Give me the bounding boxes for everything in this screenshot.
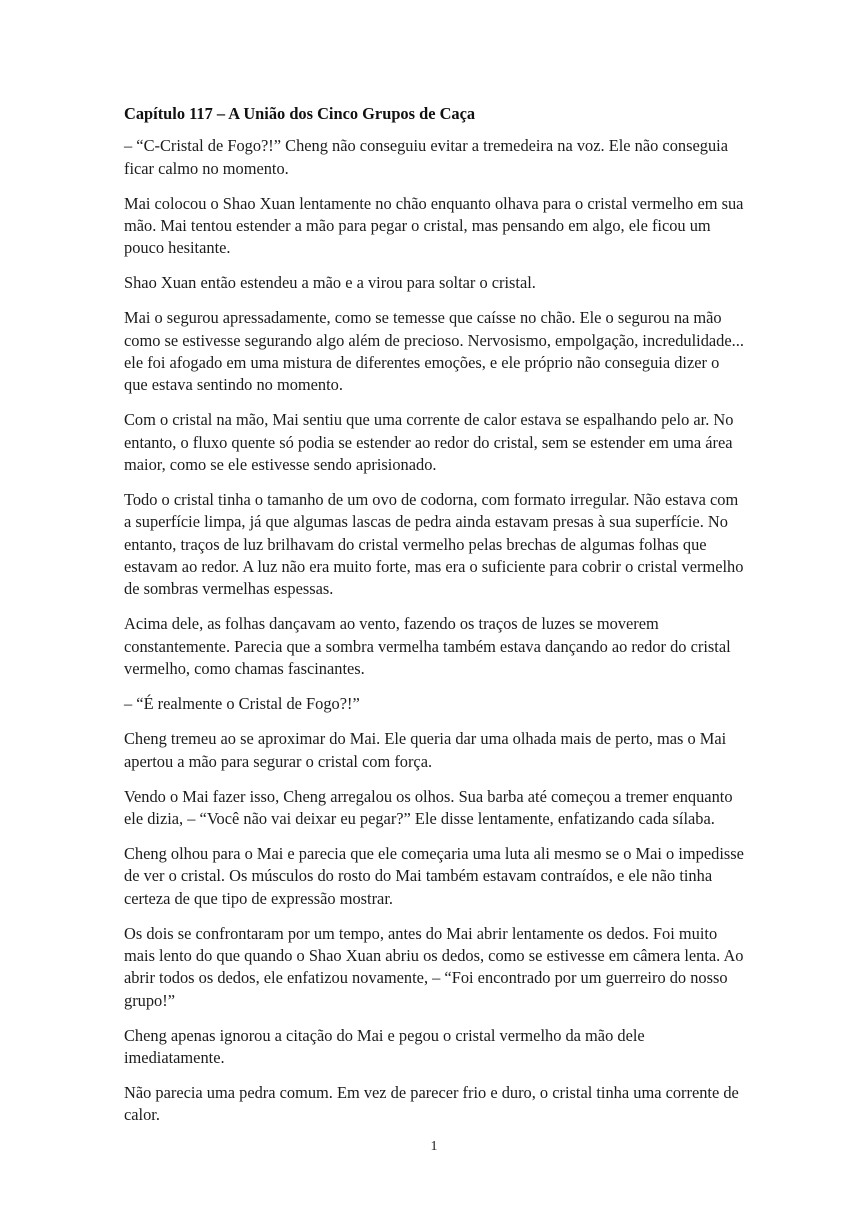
paragraph: Os dois se confrontaram por um tempo, antes do Mai abrir lentamente os dedos. Foi muito mais lento do que quando o Shao Xuan abriu os dedos, como se estivesse em câmera lenta. Ao abrir todos os dedos, ele enfatizou novamente, – “Foi encontrado por um guerreiro do nosso grupo!”	[124, 923, 744, 1010]
paragraph: Mai o segurou apressadamente, como se temesse que caísse no chão. Ele o segurou na mão como se estivesse segurando algo além de precioso. Nervosismo, empolgação, incredulidade... ele foi afogado em uma mistura de diferentes emoções, e ele próprio não conseguia dizer o que estava sentindo no momento.	[124, 308, 744, 395]
paragraph: Cheng apenas ignorou a citação do Mai e pegou o cristal vermelho da mão dele imediatamente.	[124, 1025, 645, 1067]
page-number: 1	[430, 1139, 438, 1154]
paragraph: Vendo o Mai fazer isso, Cheng arregalou os olhos. Sua barba até começou a tremer enquanto ele dizia, – “Você não vai deixar eu pegar?” Ele disse lentamente, enfatizando cada sílaba.	[124, 786, 733, 828]
paragraph: Acima dele, as folhas dançavam ao vento, fazendo os traços de luzes se moverem constantemente. Parecia que a sombra vermelha também estava dançando ao redor do cristal vermelho, como chamas fascinantes.	[124, 614, 731, 679]
paragraph: Cheng olhou para o Mai e parecia que ele começaria uma luta ali mesmo se o Mai o impedisse de ver o cristal. Os músculos do rosto do Mai também estavam contraídos, e ele não tinha certeza de que tipo de expressão mostrar.	[124, 843, 744, 908]
paragraph: Todo o cristal tinha o tamanho de um ovo de codorna, com formato irregular. Não estava com a superfície limpa, já que algumas lascas de pedra ainda estavam presas à sua superfície. No entanto, traços de luz brilhavam do cristal vermelho pelas brechas de algumas folhas que estavam ao redor. A luz não era muito forte, mas era o suficiente para cobrir o cristal vermelho de sombras vermelhas espessas.	[124, 490, 744, 599]
paragraph: Com o cristal na mão, Mai sentiu que uma corrente de calor estava se espalhando pelo ar. No entanto, o fluxo quente só podia se estender ao redor do cristal, sem se estender em uma área maior, como se ele estivesse sendo aprisionado.	[124, 410, 734, 475]
paragraph: Cheng tremeu ao se aproximar do Mai. Ele queria dar uma olhada mais de perto, mas o Mai apertou a mão para segurar o cristal com força.	[124, 729, 727, 771]
paragraph: – “É realmente o Cristal de Fogo?!”	[124, 694, 360, 714]
page-body	[124, 103, 744, 1139]
paragraph: – “C-Cristal de Fogo?!” Cheng não conseguiu evitar a tremedeira na voz. Ele não conseguia ficar calmo no momento.	[124, 136, 728, 178]
paragraph: Mai colocou o Shao Xuan lentamente no chão enquanto olhava para o cristal vermelho em sua mão. Mai tentou estender a mão para pegar o cristal, mas pensando em algo, ele ficou um pouco hesitante.	[124, 193, 744, 258]
paragraph: Não parecia uma pedra comum. Em vez de parecer frio e duro, o cristal tinha uma corrente de calor.	[124, 1083, 739, 1125]
paragraph: Shao Xuan então estendeu a mão e a virou para soltar o cristal.	[124, 273, 536, 293]
chapter-title: Capítulo 117 – A União dos Cinco Grupos de Caça	[124, 104, 476, 123]
